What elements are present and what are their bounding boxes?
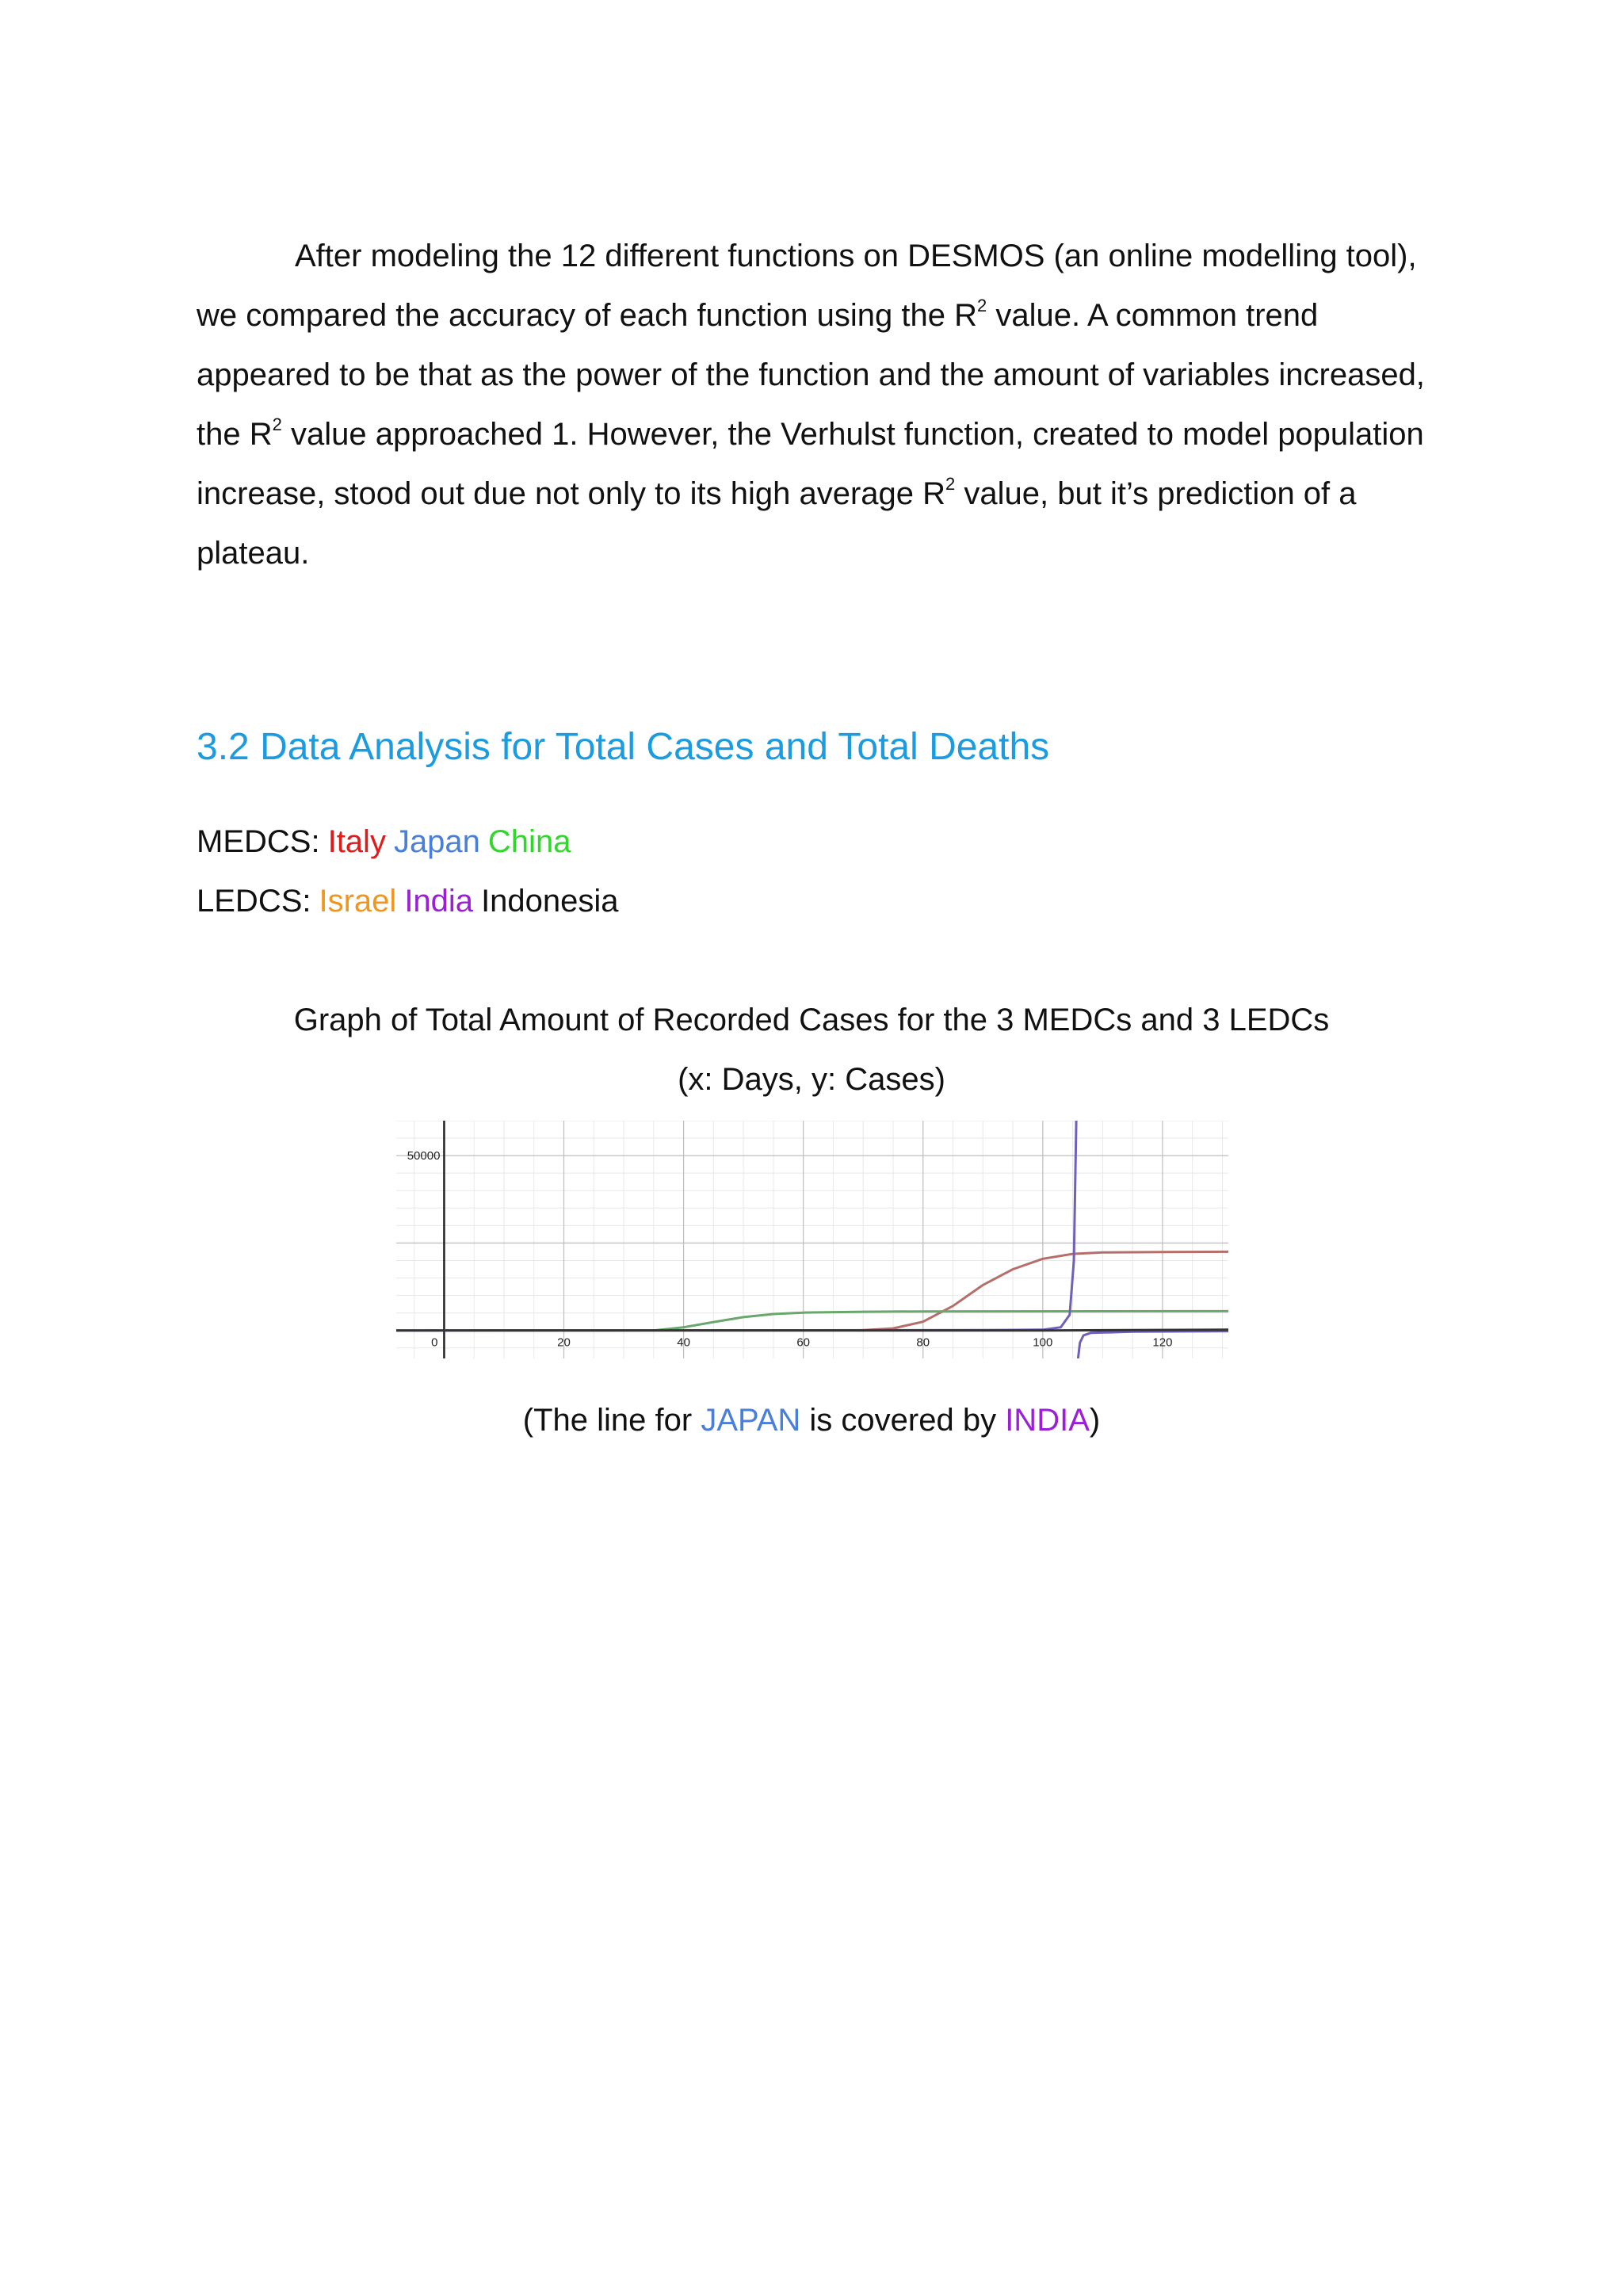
x-tick-label: 120 (1152, 1335, 1173, 1350)
cases-line-chart (396, 1121, 1228, 1382)
country-china: China (487, 824, 571, 859)
superscript-2: 2 (945, 474, 956, 494)
caption-text-before: (The line for (522, 1403, 701, 1438)
paragraph-text-4: value, but it’s prediction of a plateau. (197, 476, 1357, 571)
series-line-2 (654, 1311, 1228, 1330)
medcs-line (197, 824, 586, 860)
chart-subtitle: (x: Days, y: Cases) (678, 1062, 945, 1097)
paragraph-text-2: value. A common trend appeared to be that as the power of the function and the amount of variables increased, the R (197, 298, 1425, 452)
x-tick-label: 60 (796, 1335, 811, 1350)
y-tick-label: 50000 (407, 1149, 441, 1163)
medcs-label: MEDCS: (197, 824, 320, 859)
x-tick-label: 20 (557, 1335, 571, 1350)
country-japan: Japan (393, 824, 480, 859)
chart-title: Graph of Total Amount of Recorded Cases for the 3 MEDCs and 3 LEDCs (293, 1003, 1330, 1037)
country-indonesia: Indonesia (481, 884, 619, 919)
x-tick-label: 80 (916, 1335, 930, 1350)
x-tick-label: 100 (1033, 1335, 1053, 1350)
section-heading: 3.2 Data Analysis for Total Cases and Total Deaths (197, 726, 1050, 768)
country-israel: Israel (319, 884, 397, 919)
superscript-2: 2 (272, 415, 282, 434)
country-italy: Italy (327, 824, 386, 859)
x-tick-label: 0 (431, 1335, 438, 1350)
caption-text-middle: is covered by (800, 1403, 1006, 1438)
chart-caption (0, 1403, 1623, 1438)
medcs-country-list (328, 824, 579, 859)
paragraph-text-3: value approached 1. However, the Verhulst function, created to model population increase, stood out due not only to its high average R (197, 417, 1424, 511)
paragraph-text-1: After modeling the 12 different functions on DESMOS (an online modelling tool), we compared the accuracy of each function using the R (197, 239, 1417, 333)
ledcs-line (197, 884, 635, 919)
intro-paragraph (197, 227, 1433, 583)
country-india: India (404, 884, 474, 919)
ledcs-label: LEDCS: (197, 884, 311, 919)
caption-india: INDIA (1005, 1403, 1090, 1438)
x-tick-label: 40 (677, 1335, 690, 1350)
caption-japan: JAPAN (701, 1403, 801, 1438)
series-line-5 (396, 1330, 1228, 1331)
superscript-2: 2 (977, 296, 987, 315)
ledcs-country-list (319, 884, 627, 919)
caption-text-after: ) (1089, 1403, 1101, 1438)
